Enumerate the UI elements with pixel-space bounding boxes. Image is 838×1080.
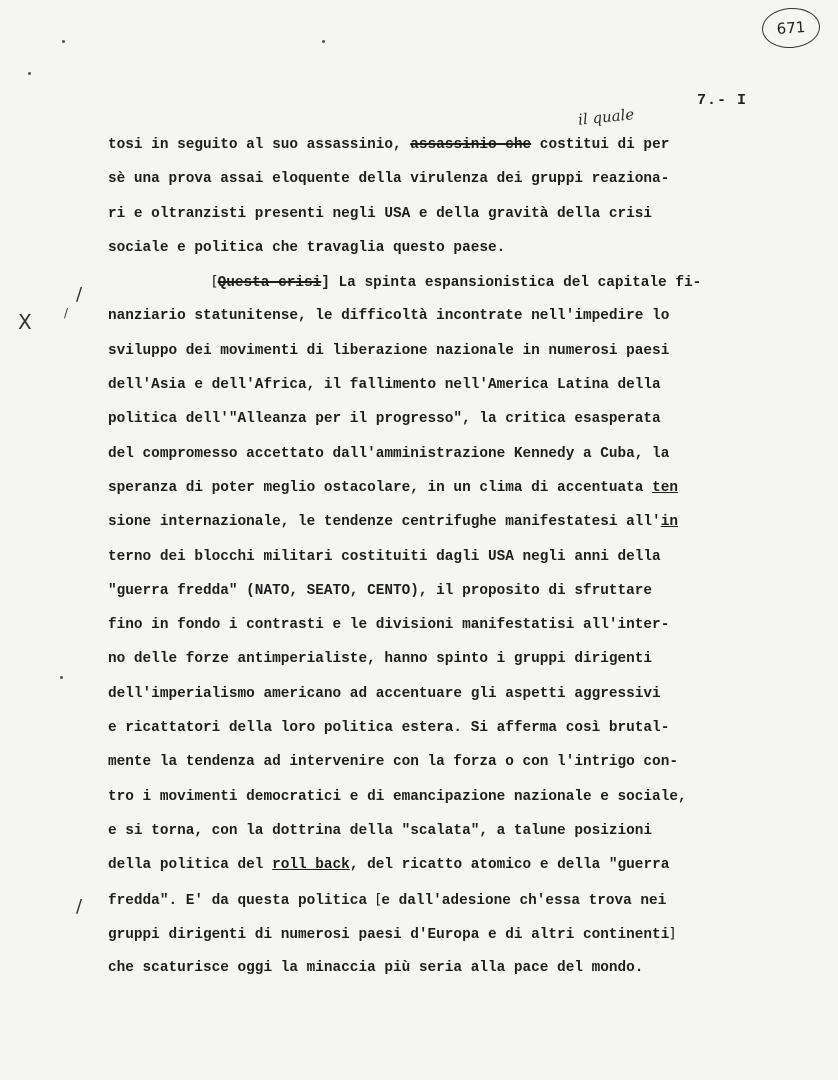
- text-line: della politica del roll back, del ricatto atomico e della "guerra: [108, 857, 670, 874]
- text-line: no delle forze antimperialiste, hanno spinto i gruppi dirigenti: [108, 651, 653, 668]
- page-number: 7.- I: [697, 92, 748, 109]
- handwritten-correction: il quale: [577, 105, 636, 129]
- margin-slash-mark: /: [76, 896, 83, 917]
- text-line: dell'Asia e dell'Africa, il fallimento nell'America Latina della: [108, 377, 661, 394]
- text-line: speranza di poter meglio ostacolare, in un clima di accentuata ten: [108, 479, 678, 496]
- body-text: [108, 128, 798, 985]
- text-line: sè una prova assai eloquente della virulenza dei gruppi reaziona-: [108, 171, 670, 188]
- text-line: [Questa crisi] La spinta espansionistica del capitale fi-: [212, 274, 702, 292]
- text-line: fino in fondo i contrasti e le divisioni manifestatisi all'inter-: [108, 617, 670, 634]
- text-line: tosi in seguito al suo assassinio, assassinio che costitui di per: [108, 137, 670, 153]
- text-line: che scaturisce oggi la minaccia più seria alla pace del mondo.: [108, 960, 644, 977]
- stamp-number: 671: [776, 18, 806, 38]
- text-line: "guerra fredda" (NATO, SEATO, CENTO), il proposito di sfruttare: [108, 582, 653, 599]
- struck-text: Questa crisi: [217, 275, 322, 292]
- underlined-text: in: [660, 514, 678, 531]
- handwritten-bracket: ]: [669, 925, 675, 942]
- text-line: e si torna, con la dottrina della "scalata", a talune posizioni: [108, 822, 653, 839]
- text-line: del compromesso accettato dall'amministrazione Kennedy a Cuba, la: [108, 445, 670, 462]
- text-line: sione internazionale, le tendenze centrifughe manifestatesi all'in: [108, 514, 678, 531]
- ink-speck: [322, 40, 325, 43]
- handwritten-bracket: [: [375, 891, 382, 908]
- margin-slash-mark: /: [76, 284, 83, 305]
- ink-speck: [28, 72, 31, 75]
- text-line: dell'imperialismo americano ad accentuare gli aspetti aggressivi: [108, 685, 661, 702]
- ink-speck: [60, 676, 63, 679]
- text-line: ri e oltranzisti presenti negli USA e della gravità della crisi: [108, 205, 653, 222]
- underlined-text: ten: [652, 479, 678, 496]
- margin-x-mark: X: [18, 310, 32, 334]
- text-line: tro i movimenti democratici e di emancipazione nazionale e sociale,: [108, 788, 687, 805]
- ink-speck: [62, 40, 65, 43]
- text-line: fredda". E' da questa politica [e dall'adesione ch'essa trova nei: [108, 891, 667, 909]
- text-line: e ricattatori della loro politica estera. Si afferma così brutal-: [108, 720, 670, 737]
- text-line: sociale e politica che travaglia questo paese.: [108, 239, 506, 256]
- text-line: nanziario statunitense, le difficoltà incontrate nell'impedire lo: [108, 308, 670, 325]
- text-line: sviluppo dei movimenti di liberazione nazionale in numerosi paesi: [108, 342, 670, 359]
- text-line: gruppi dirigenti di numerosi paesi d'Europa e di altri continenti]: [108, 925, 675, 943]
- handwritten-bracket: [: [212, 274, 218, 291]
- archive-stamp: [761, 6, 822, 50]
- text-line: terno dei blocchi militari costituiti dagli USA negli anni della: [108, 548, 661, 565]
- underlined-text: roll back: [272, 857, 350, 874]
- struck-text: assassinio che: [410, 137, 532, 153]
- text-line: politica dell'"Alleanza per il progresso", la critica esasperata: [108, 411, 661, 428]
- text-line: mente la tendenza ad intervenire con la forza o con l'intrigo con-: [108, 754, 678, 771]
- margin-slash-mark: /: [64, 306, 69, 320]
